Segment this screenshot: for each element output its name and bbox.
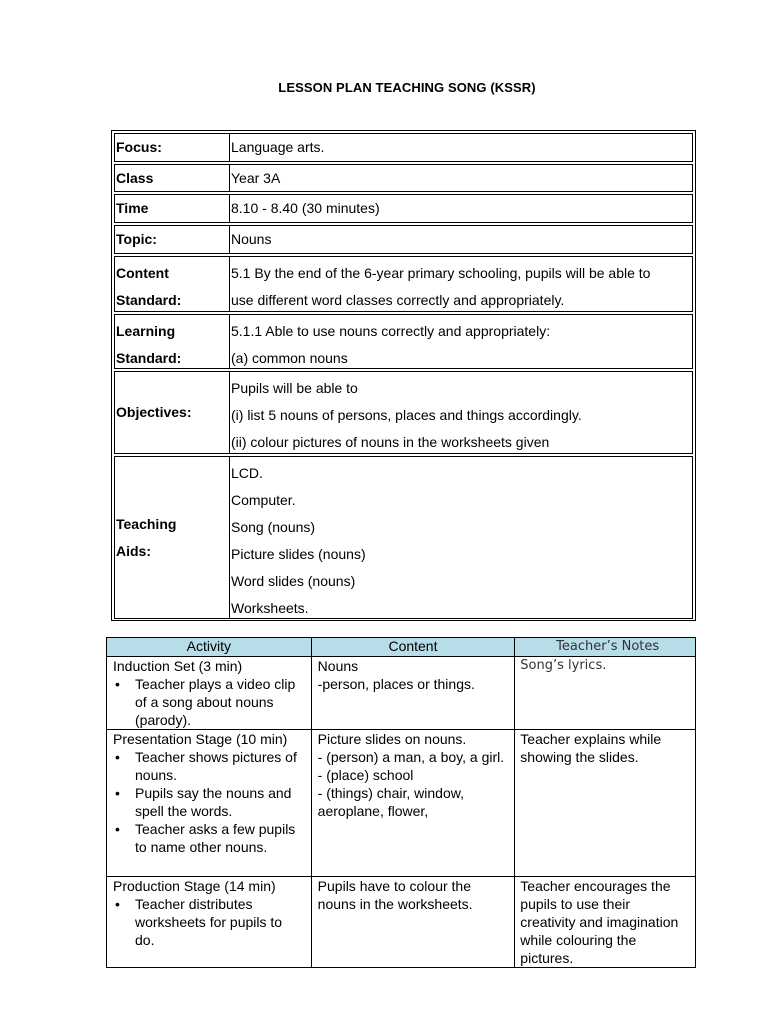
notes-text: Teacher explains while showing the slides.: [520, 731, 662, 765]
list-item: • Teacher shows pictures of nouns.: [113, 748, 305, 784]
time-value: 8.10 - 8.40 (30 minutes): [231, 200, 380, 216]
notes-text: Teacher encourages the pupils to use their creativity and imagination while colouring the pictures.: [520, 878, 679, 966]
content-line: Nouns: [317, 658, 359, 674]
header-activity: Activity: [107, 638, 312, 657]
content-cell: [311, 657, 515, 730]
teaching-aids-label: Teaching Aids:: [115, 457, 230, 618]
content-standard-value: 5.1 By the end of the 6-year primary schooling, pupils will be able to use different word classes correctly and appropriately.: [231, 265, 651, 308]
content-standard-label: Content Standard:: [115, 257, 230, 311]
notes-text: Song’s lyrics.: [520, 658, 607, 673]
table-row: [107, 730, 696, 877]
activity-list: [113, 748, 305, 856]
row-focus: [114, 133, 693, 162]
activity-cell: [107, 730, 312, 877]
header-teachers-notes: Teacher’s Notes: [515, 638, 696, 657]
activity-cell: [107, 877, 312, 968]
row-topic: [114, 225, 693, 254]
row-teaching-aids: [114, 456, 693, 619]
objectives-value: Pupils will be able to (i) list 5 nouns of persons, places and things accordingly. (ii) colour pictures of nouns in the worksheets given: [231, 380, 582, 450]
table-row: [107, 877, 696, 968]
stage-label: Induction Set (3 min): [113, 658, 243, 674]
row-time: [114, 194, 693, 223]
content-line: - (person) a man, a boy, a girl.: [317, 749, 505, 765]
class-label: Class: [115, 165, 230, 191]
activity-cell: [107, 657, 312, 730]
table-row: [107, 657, 696, 730]
list-item: • Teacher plays a video clip of a song about nouns (parody).: [113, 675, 305, 729]
topic-value: Nouns: [231, 231, 272, 247]
activity-table: [106, 637, 696, 968]
content-line: Picture slides on nouns.: [317, 731, 467, 747]
content-line: -person, places or things.: [317, 676, 475, 692]
row-content-standard: [114, 256, 693, 312]
stage-label: Production Stage (14 min): [113, 878, 276, 894]
content-cell: [311, 877, 515, 968]
content-cell: [311, 730, 515, 877]
notes-cell: [515, 730, 696, 877]
header-content: Content: [311, 638, 515, 657]
focus-value: Language arts.: [231, 139, 325, 155]
row-objectives: [114, 371, 693, 454]
lesson-info-table: [111, 130, 696, 621]
time-label: Time: [115, 195, 230, 222]
stage-label: Presentation Stage (10 min): [113, 731, 288, 747]
page-title: LESSON PLAN TEACHING SONG (KSSR): [278, 80, 536, 95]
focus-label: Focus:: [115, 134, 230, 161]
notes-cell: [515, 657, 696, 730]
learning-standard-label: Learning Standard:: [115, 315, 230, 368]
content-line: - (things) chair, window, aeroplane, flower,: [317, 785, 464, 819]
notes-cell: [515, 877, 696, 968]
list-item: • Pupils say the nouns and spell the words.: [113, 784, 305, 820]
teaching-aids-value: LCD. Computer. Song (nouns) Picture slides (nouns) Word slides (nouns) Worksheets.: [231, 465, 366, 616]
content-line: - (place) school: [317, 767, 414, 783]
activity-table-header: [107, 638, 696, 657]
activity-list: [113, 675, 305, 729]
row-class: [114, 164, 693, 192]
learning-standard-value: 5.1.1 Able to use nouns correctly and appropriately: (a) common nouns: [231, 323, 551, 366]
activity-list: [113, 895, 305, 949]
list-item: • Teacher asks a few pupils to name other nouns.: [113, 820, 305, 856]
content-line: Pupils have to colour the nouns in the worksheets.: [317, 878, 473, 912]
topic-label: Topic:: [115, 226, 230, 253]
list-item: • Teacher distributes worksheets for pupils to do.: [113, 895, 305, 949]
objectives-label: Objectives:: [115, 372, 230, 453]
class-value: Year 3A: [231, 170, 281, 186]
row-learning-standard: [114, 314, 693, 369]
